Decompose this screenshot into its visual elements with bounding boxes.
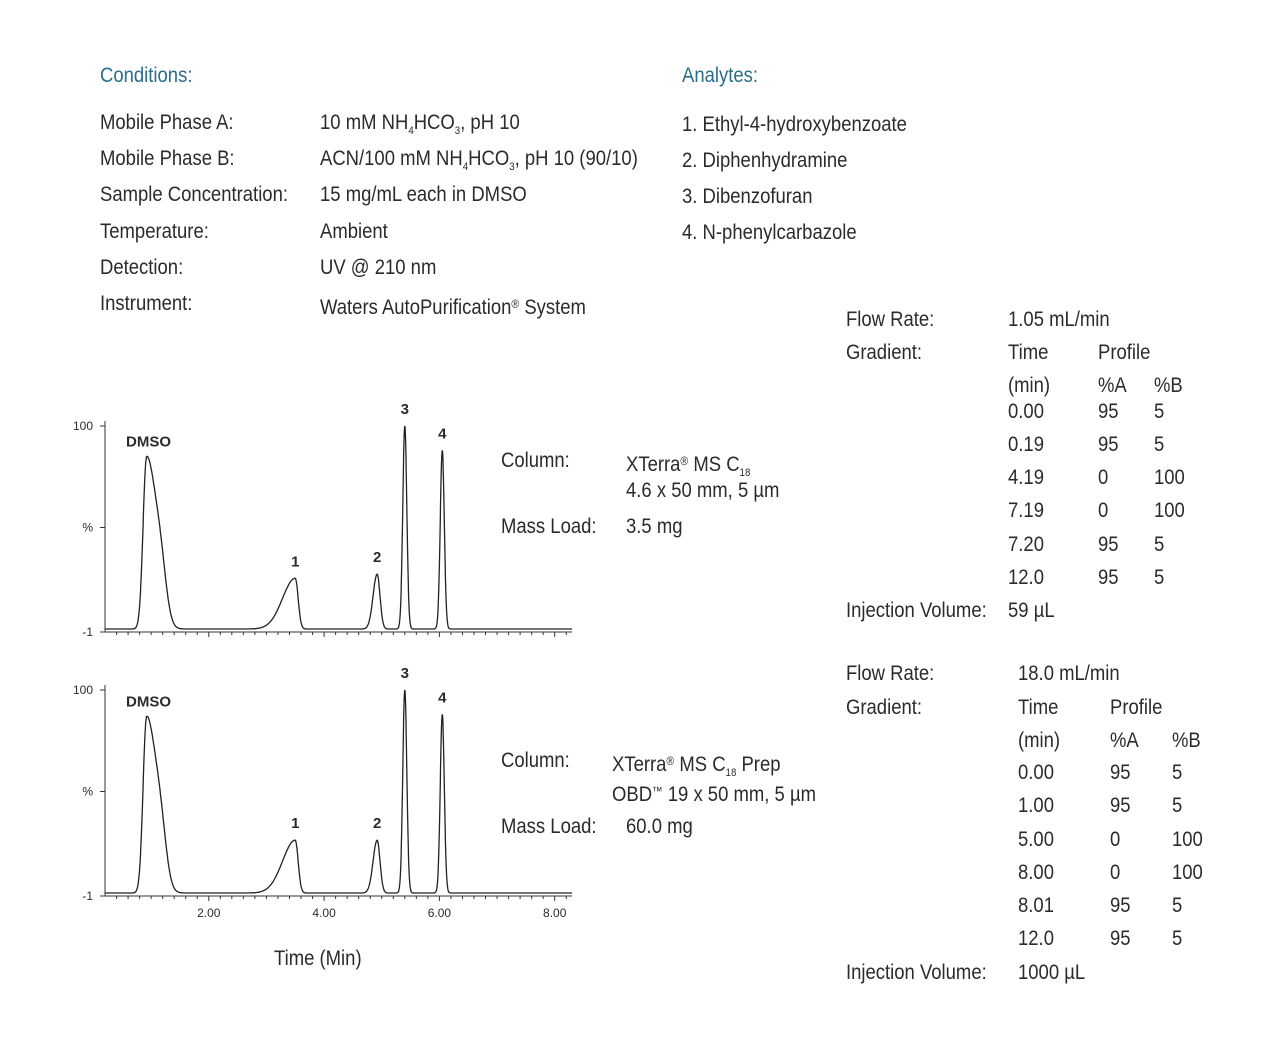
column-dimensions: OBD™ 19 x 50 mm, 5 µm xyxy=(612,783,817,806)
mass-load-label: Mass Load: xyxy=(501,515,597,538)
gradient-cell: 100 xyxy=(1172,828,1203,851)
analytes-heading: Analytes: xyxy=(682,64,759,87)
condition-label: Mobile Phase B: xyxy=(100,147,235,170)
gradient-cell: 0 xyxy=(1110,828,1121,851)
y-tick-label: 100 xyxy=(72,683,93,697)
flow-rate-value: 1.05 mL/min xyxy=(1008,308,1110,331)
condition-label: Sample Concentration: xyxy=(100,183,288,206)
column-label: Column: xyxy=(501,749,570,772)
x-tick-label: 6.00 xyxy=(427,906,452,920)
peak-label: 4 xyxy=(438,425,447,443)
gradient-cell: 12.0 xyxy=(1008,566,1044,589)
y-tick-label: -1 xyxy=(82,889,93,903)
gradient-cell: 95 xyxy=(1098,400,1119,423)
gradient-cell: 4.19 xyxy=(1008,466,1044,489)
gradient-cell: 5 xyxy=(1154,400,1165,423)
gradient-cell: 5 xyxy=(1172,927,1183,950)
mass-load-value: 60.0 mg xyxy=(626,815,693,838)
gradient-cell: 95 xyxy=(1098,566,1119,589)
gradient-cell: 1.00 xyxy=(1018,794,1054,817)
gradient-cell: 5 xyxy=(1172,761,1183,784)
gradient-cell: 0 xyxy=(1098,499,1109,522)
gradient-cell: 5 xyxy=(1172,894,1183,917)
x-tick-label: 4.00 xyxy=(312,906,336,920)
gradient-time-header: Time xyxy=(1008,341,1049,364)
gradient-b-header: %B xyxy=(1172,729,1201,752)
peak-label: 1 xyxy=(291,553,300,571)
gradient-label: Gradient: xyxy=(846,696,923,719)
gradient-cell: 0 xyxy=(1098,466,1109,489)
mass-load-label: Mass Load: xyxy=(501,815,597,838)
gradient-cell: 95 xyxy=(1110,761,1131,784)
gradient-profile-header: Profile xyxy=(1098,341,1151,364)
x-tick-label: 8.00 xyxy=(543,906,567,920)
peak-label: 2 xyxy=(372,815,382,833)
y-tick-label: % xyxy=(82,520,93,535)
condition-label: Temperature: xyxy=(100,220,209,243)
peak-label: 3 xyxy=(400,401,409,418)
gradient-b-header: %B xyxy=(1154,374,1183,397)
peak-label: 3 xyxy=(400,665,409,682)
y-tick-label: % xyxy=(82,784,93,799)
gradient-cell: 100 xyxy=(1172,861,1203,884)
gradient-cell: 95 xyxy=(1110,794,1131,817)
gradient-cell: 95 xyxy=(1110,894,1131,917)
gradient-cell: 95 xyxy=(1098,433,1119,456)
gradient-cell: 0.00 xyxy=(1008,400,1044,423)
peak-label: DMSO xyxy=(126,693,172,711)
analyte-item: 1. Ethyl-4-hydroxybenzoate xyxy=(682,113,907,136)
x-tick-label: 2.00 xyxy=(197,906,221,920)
gradient-a-header: %A xyxy=(1110,729,1139,752)
gradient-cell: 8.00 xyxy=(1018,861,1054,884)
gradient-time-unit: (min) xyxy=(1008,374,1051,397)
gradient-cell: 100 xyxy=(1154,466,1185,489)
peak-label: DMSO xyxy=(126,433,172,451)
analyte-item: 2. Diphenhydramine xyxy=(682,149,848,172)
gradient-cell: 100 xyxy=(1154,499,1185,522)
injection-volume-value: 1000 µL xyxy=(1018,961,1086,984)
gradient-cell: 0 xyxy=(1110,861,1121,884)
gradient-cell: 0.00 xyxy=(1018,761,1054,784)
gradient-cell: 7.19 xyxy=(1008,499,1044,522)
gradient-cell: 8.01 xyxy=(1018,894,1054,917)
peak-label: 4 xyxy=(438,689,447,707)
chromatogram-trace xyxy=(105,426,572,629)
gradient-cell: 7.20 xyxy=(1008,533,1044,556)
gradient-time-header: Time xyxy=(1018,696,1059,719)
flow-rate-label: Flow Rate: xyxy=(846,662,935,685)
gradient-cell: 95 xyxy=(1098,533,1119,556)
analyte-item: 4. N-phenylcarbazole xyxy=(682,221,857,244)
condition-value: Waters AutoPurification® System xyxy=(320,296,586,319)
column-label: Column: xyxy=(501,449,570,472)
flow-rate-value: 18.0 mL/min xyxy=(1018,662,1120,685)
y-tick-label: 100 xyxy=(72,419,93,433)
condition-value: UV @ 210 nm xyxy=(320,256,437,279)
condition-label: Detection: xyxy=(100,256,184,279)
x-axis-title: Time (Min) xyxy=(274,947,362,970)
injection-volume-label: Injection Volume: xyxy=(846,961,987,984)
injection-volume-value: 59 µL xyxy=(1008,599,1055,622)
condition-label: Instrument: xyxy=(100,292,193,315)
condition-label: Mobile Phase A: xyxy=(100,111,234,134)
gradient-a-header: %A xyxy=(1098,374,1127,397)
column-value: XTerra® MS $C_{18}$ Prep xyxy=(612,753,781,779)
gradient-cell: 5 xyxy=(1154,433,1165,456)
gradient-cell: 5 xyxy=(1172,794,1183,817)
gradient-cell: 5 xyxy=(1154,533,1165,556)
chromatogram-trace xyxy=(105,690,572,893)
gradient-label: Gradient: xyxy=(846,341,923,364)
gradient-time-unit: (min) xyxy=(1018,729,1061,752)
injection-volume-label: Injection Volume: xyxy=(846,599,987,622)
gradient-cell: 0.19 xyxy=(1008,433,1044,456)
gradient-cell: 95 xyxy=(1110,927,1131,950)
gradient-profile-header: Profile xyxy=(1110,696,1163,719)
conditions-heading: Conditions: xyxy=(100,64,193,87)
gradient-cell: 12.0 xyxy=(1018,927,1054,950)
gradient-cell: 5 xyxy=(1154,566,1165,589)
peak-label: 1 xyxy=(291,815,300,833)
mass-load-value: 3.5 mg xyxy=(626,515,683,538)
gradient-cell: 5.00 xyxy=(1018,828,1054,851)
peak-label: 2 xyxy=(372,549,382,567)
condition-value: 10 mM $NH_4HCO_3$, pH 10 xyxy=(320,111,520,137)
analyte-item: 3. Dibenzofuran xyxy=(682,185,813,208)
condition-value: 15 mg/mL each in DMSO xyxy=(320,183,527,206)
column-dimensions: 4.6 x 50 mm, 5 µm xyxy=(626,479,780,502)
condition-value: Ambient xyxy=(320,220,388,243)
condition-value: ACN/100 mM $NH_4HCO_3$, pH 10 (90/10) xyxy=(320,147,638,173)
flow-rate-label: Flow Rate: xyxy=(846,308,935,331)
column-value: XTerra® MS $C_{18}$ xyxy=(626,453,751,479)
y-tick-label: -1 xyxy=(82,625,93,639)
